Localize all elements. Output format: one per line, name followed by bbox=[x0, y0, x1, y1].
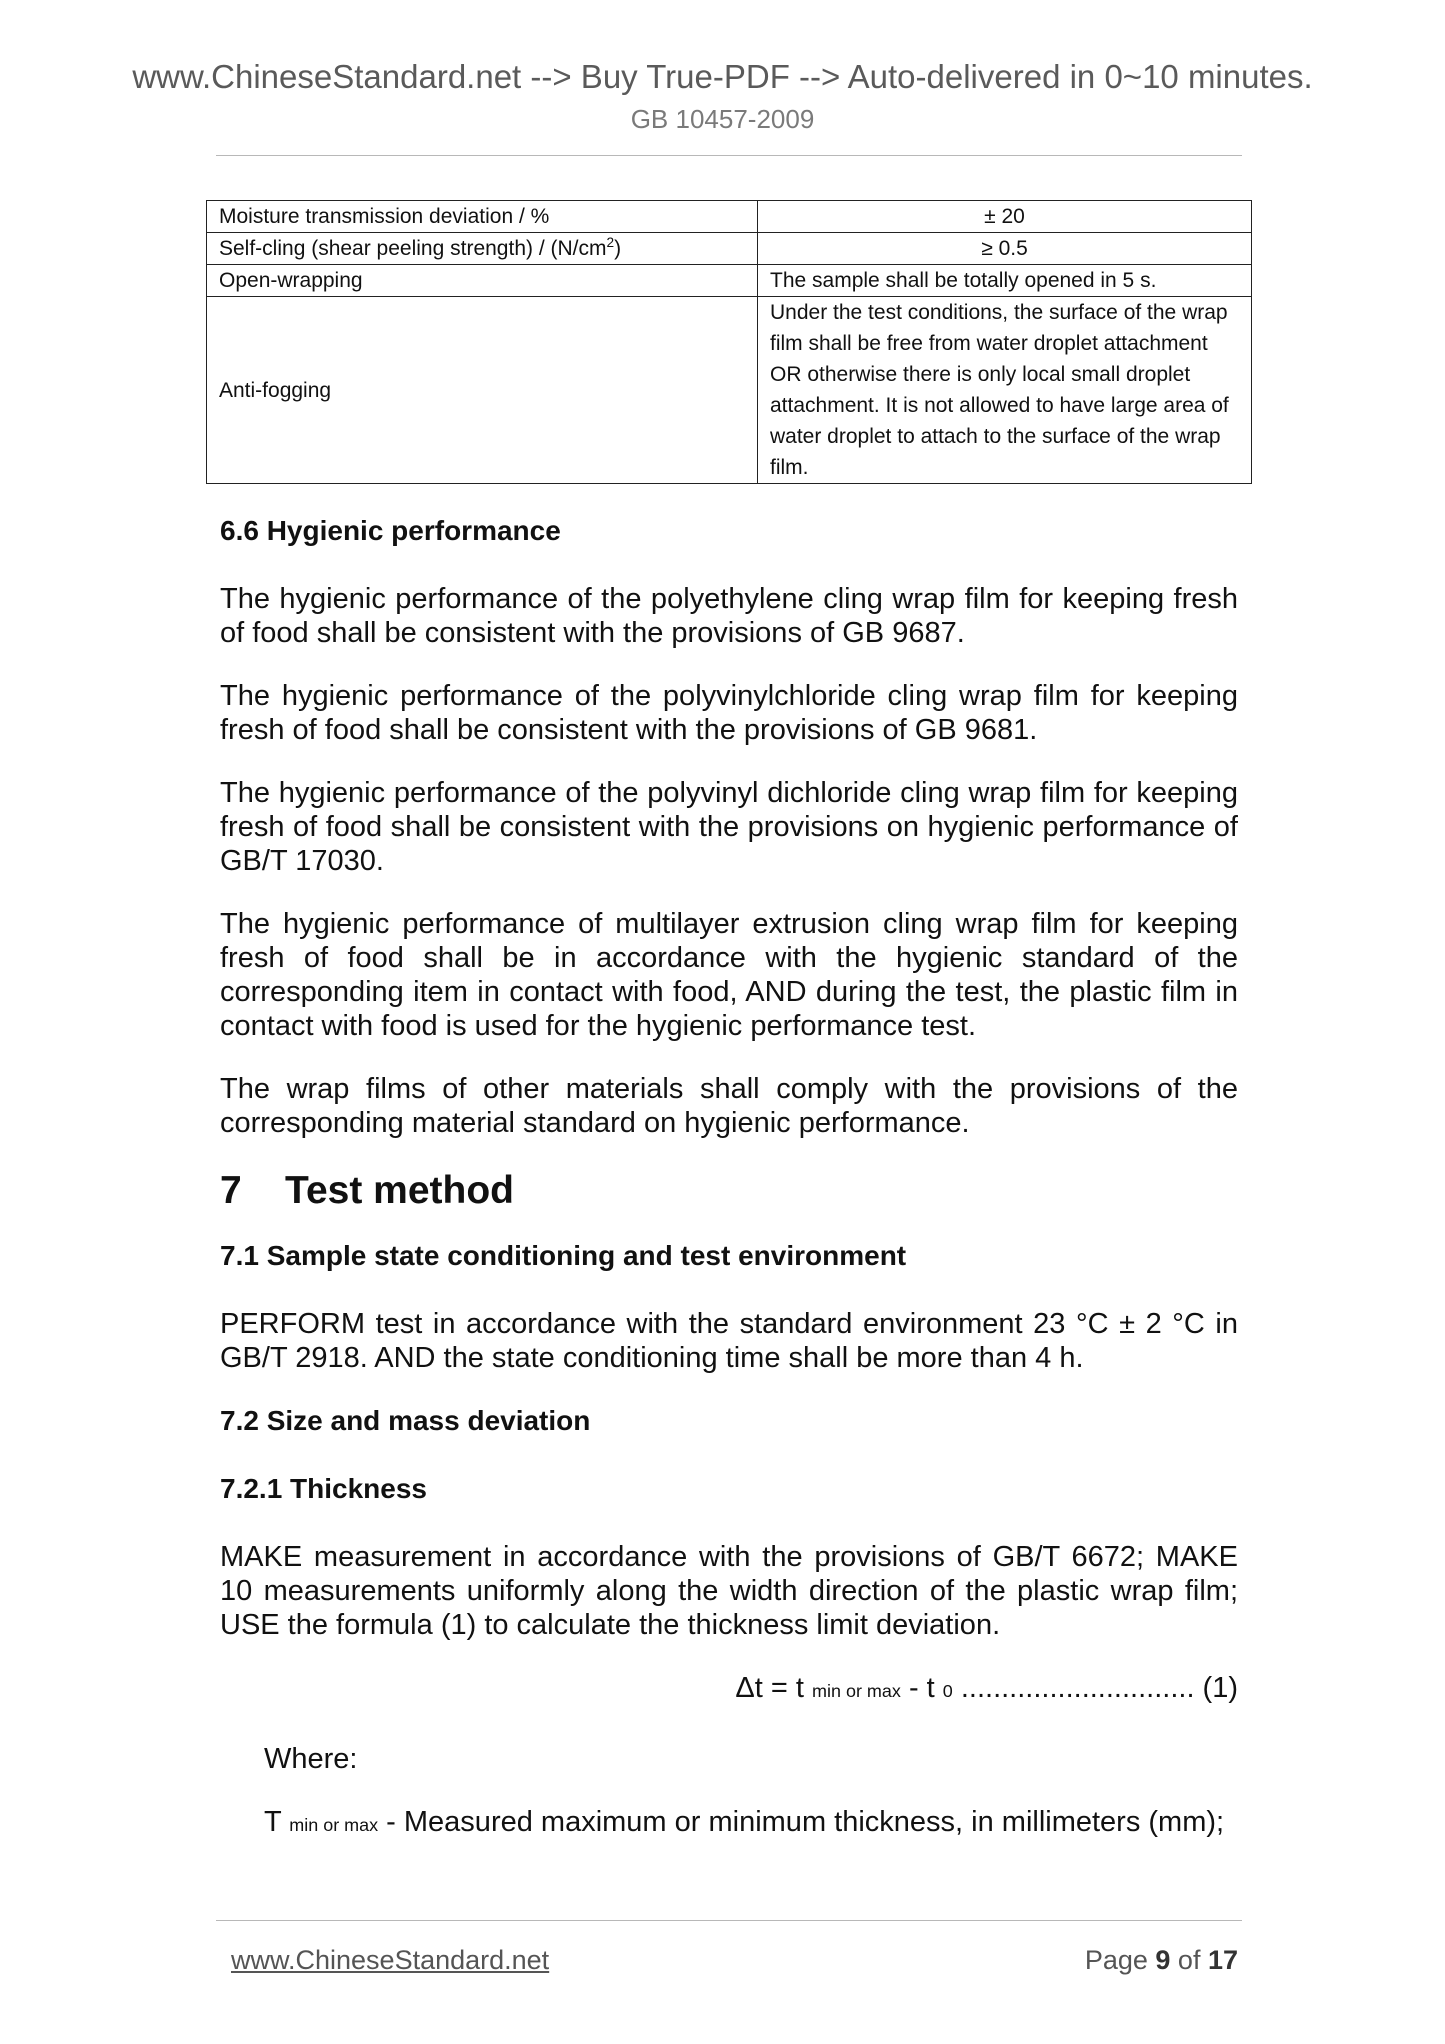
paragraph: The hygienic performance of multilayer extrusion cling wrap film for keeping fresh of food shall be in accordance with the hygienic standard of the corresponding item in contact with food, AND during the test, the plastic film in contact with food is used for the hygienic performance test. bbox=[220, 908, 1238, 1042]
formula-subscript: min or max bbox=[812, 1681, 901, 1701]
table-cell-item: Anti-fogging bbox=[207, 297, 758, 484]
total-pages: 17 bbox=[1207, 1945, 1238, 1975]
page-word: Page bbox=[1084, 1945, 1156, 1975]
section-heading: 7.2 Size and mass deviation bbox=[220, 1405, 591, 1436]
formula bbox=[220, 1671, 1238, 1708]
page-number bbox=[1085, 1945, 1238, 1976]
subsection-heading: 7.2.1 Thickness bbox=[220, 1473, 428, 1504]
paragraph: The hygienic performance of the polyvinylchloride cling wrap film for keeping fresh of food shall be consistent with the provisions of GB 9681. bbox=[220, 680, 1238, 746]
section-heading: 6.6 Hygienic performance bbox=[220, 515, 561, 546]
formula-lhs: Δt = t bbox=[735, 1672, 813, 1704]
item-text-suffix: ) bbox=[614, 237, 622, 260]
where-label: Where: bbox=[264, 1743, 358, 1775]
footer-divider bbox=[216, 1920, 1242, 1921]
paragraph: MAKE measurement in accordance with the provisions of GB/T 6672; MAKE 10 measurements uniformly along the width direction of the plastic wrap film; USE the formula (1) to calculate the thickness limit deviation. bbox=[220, 1541, 1238, 1641]
table-row bbox=[207, 265, 1252, 297]
header-divider bbox=[216, 155, 1242, 156]
table-row bbox=[207, 233, 1252, 265]
paragraph: PERFORM test in accordance with the standard environment 23 °C ± 2 °C in GB/T 2918. AND the state conditioning time shall be more than 4 h. bbox=[220, 1308, 1238, 1374]
item-text: Self-cling (shear peeling strength) / (N/cm bbox=[219, 237, 607, 260]
document-body bbox=[220, 514, 1238, 1871]
table-cell-item: Moisture transmission deviation / % bbox=[207, 201, 758, 233]
variable-description: - Measured maximum or minimum thickness, in millimeters (mm); bbox=[378, 1806, 1225, 1838]
chapter-heading: 7 Test method bbox=[220, 1169, 514, 1212]
table-cell-value: Under the test conditions, the surface of the wrap film shall be free from water droplet attachment OR otherwise there is only local small droplet attachment. It is not allowed to have large area of water droplet to attach to the surface of the wrap film. bbox=[758, 297, 1252, 484]
table-cell-value: The sample shall be totally opened in 5 s. bbox=[758, 265, 1252, 297]
table-row bbox=[207, 201, 1252, 233]
table-cell-value: ± 20 bbox=[758, 201, 1252, 233]
formula-mid: - t bbox=[900, 1672, 943, 1704]
footer-site-link[interactable]: www.ChineseStandard.net bbox=[231, 1945, 550, 1975]
table-cell-item bbox=[207, 233, 758, 265]
table-cell-value: ≥ 0.5 bbox=[758, 233, 1252, 265]
document-code: GB 10457-2009 bbox=[630, 104, 815, 134]
paragraph: The wrap films of other materials shall comply with the provisions of the corresponding material standard on hygienic performance. bbox=[220, 1073, 1238, 1139]
variable-symbol: T bbox=[264, 1806, 290, 1838]
variable-subscript: min or max bbox=[289, 1815, 379, 1835]
section-heading: 7.1 Sample state conditioning and test environment bbox=[220, 1240, 907, 1271]
formula-number: ............................. (1) bbox=[952, 1672, 1238, 1704]
formula-subscript: 0 bbox=[942, 1681, 953, 1701]
paragraph: The hygienic performance of the polyvinyl dichloride cling wrap film for keeping fresh of food shall be consistent with the provisions on hygienic performance of GB/T 17030. bbox=[220, 777, 1238, 877]
header-banner: www.ChineseStandard.net --> Buy True-PDF --> Auto-delivered in 0~10 minutes. bbox=[132, 58, 1313, 95]
requirements-table bbox=[206, 200, 1252, 484]
variable-definition bbox=[220, 1805, 1238, 1842]
table-row bbox=[207, 297, 1252, 484]
table-cell-item: Open-wrapping bbox=[207, 265, 758, 297]
paragraph: The hygienic performance of the polyethylene cling wrap film for keeping fresh of food shall be consistent with the provisions of GB 9687. bbox=[220, 583, 1238, 649]
superscript: 2 bbox=[606, 235, 615, 250]
current-page: 9 bbox=[1155, 1945, 1171, 1975]
of-word: of bbox=[1170, 1945, 1208, 1975]
